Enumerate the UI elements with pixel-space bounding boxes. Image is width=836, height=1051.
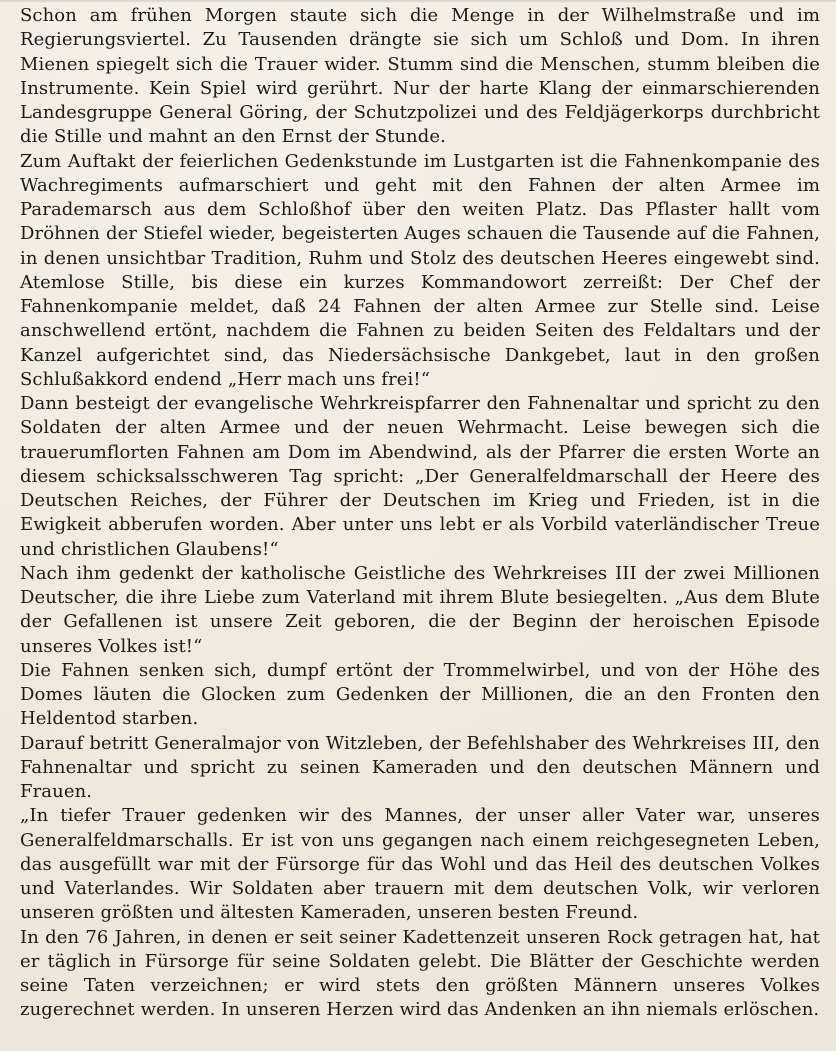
paragraph-witzleben-enters: Darauf betritt Generalmajor von Witzleben, der Befehlshaber des Wehrkreises III, den Fahnenaltar und spricht zu seinen Kameraden und den deutschen Männern und Frauen.: [20, 732, 820, 802]
paragraph-catholic-chaplain: Nach ihm gedenkt der katholische Geistliche des Wehrkreises III der zwei Millionen Deutscher, die ihre Liebe zum Vaterland mit ihrem Blute besiegelten. „Aus dem Blute der Gefallenen ist unsere Zeit geboren, die der Beginn der heroischen Episode unseres Volkes ist!“: [20, 562, 820, 657]
paragraph-flag-company: Zum Auftakt der feierlichen Gedenkstunde im Lustgarten ist die Fahnenkompanie des Wachregiments aufmarschiert und geht mit den Fahnen der alten Armee im Parademarsch aus dem Schloßhof über den weiten Platz. Das Pflaster hallt vom Dröhnen der Stiefel wieder, begeisterten Auges schauen die Tausende auf die Fahnen, in denen unsichtbar Tradition, Ruhm und Stolz des deutschen Heeres eingewebt sind. Atemlose Stille, bis diese ein kurzes Kommandowort zerreißt: Der Chef der Fahnenkompanie meldet, daß 24 Fahnen der alten Armee zur Stelle sind. Leise anschwellend ertönt, nachdem die Fahnen zu beiden Seiten des Feldaltars und der Kanzel aufgerichtet sind, das Niedersächsische Dankgebet, laut in den großen Schlußakkord endend „Herr mach uns frei!“: [20, 150, 820, 390]
paragraph-flags-lowered: Die Fahnen senken sich, dumpf ertönt der Trommelwirbel, und von der Höhe des Domes läuten die Glocken zum Gedenken der Millionen, die an den Fronten den Heldentod starben.: [20, 659, 820, 730]
page-top-edge: [0, 0, 836, 3]
paragraph-protestant-chaplain: Dann besteigt der evangelische Wehrkreispfarrer den Fahnenaltar und spricht zu den Soldaten der alten Armee und der neuen Wehrmacht. Leise bewegen sich die trauerumflorten Fahnen am Dom im Abendwind, als der Pfarrer die ersten Worte an diesem schicksalsschweren Tag spricht: „Der Generalfeldmarschall der Heere des Deutschen Reiches, der Führer der Deutschen im Krieg und Frieden, ist in die Ewigkeit abberufen worden. Aber unter uns lebt er als Vorbild vaterländischer Treue und christlichen Glaubens!“: [20, 393, 820, 560]
article-text: [20, 4, 820, 1023]
paragraph-speech-part-two: In den 76 Jahren, in denen er seit seiner Kadettenzeit unseren Rock getragen hat, hat er täglich in Fürsorge für seine Soldaten gelebt. Die Blätter der Geschichte werden seine Taten verzeichnen; er wird stets den größten Männern unseres Volkes zugerechnet werden. In unseren Herzen wird das Andenken an ihn niemals erlöschen.: [20, 926, 820, 1021]
paragraph-speech-part-one: „In tiefer Trauer gedenken wir des Mannes, der unser aller Vater war, unseres Generalfeldmarschalls. Er ist von uns gegangen nach einem reichgesegneten Leben, das ausgefüllt war mit der Fürsorge für das Wohl und das Heil des deutschen Volkes und Vaterlandes. Wir Soldaten aber trauern mit dem deutschen Volk, wir verloren unseren größten und ältesten Kameraden, unseren besten Freund.: [20, 805, 820, 924]
paragraph-morning-crowd: Schon am frühen Morgen staute sich die Menge in der Wilhelmstraße und im Regierungsviertel. Zu Tausenden drängte sie sich um Schloß und Dom. In ihren Mienen spiegelt sich die Trauer wider. Stumm sind die Menschen, stumm bleiben die Instrumente. Kein Spiel wird gerührt. Nur der harte Klang der einmarschierenden Landesgruppe General Göring, der Schutzpolizei und des Feldjägerkorps durchbricht die Stille und mahnt an den Ernst der Stunde.: [20, 5, 820, 148]
